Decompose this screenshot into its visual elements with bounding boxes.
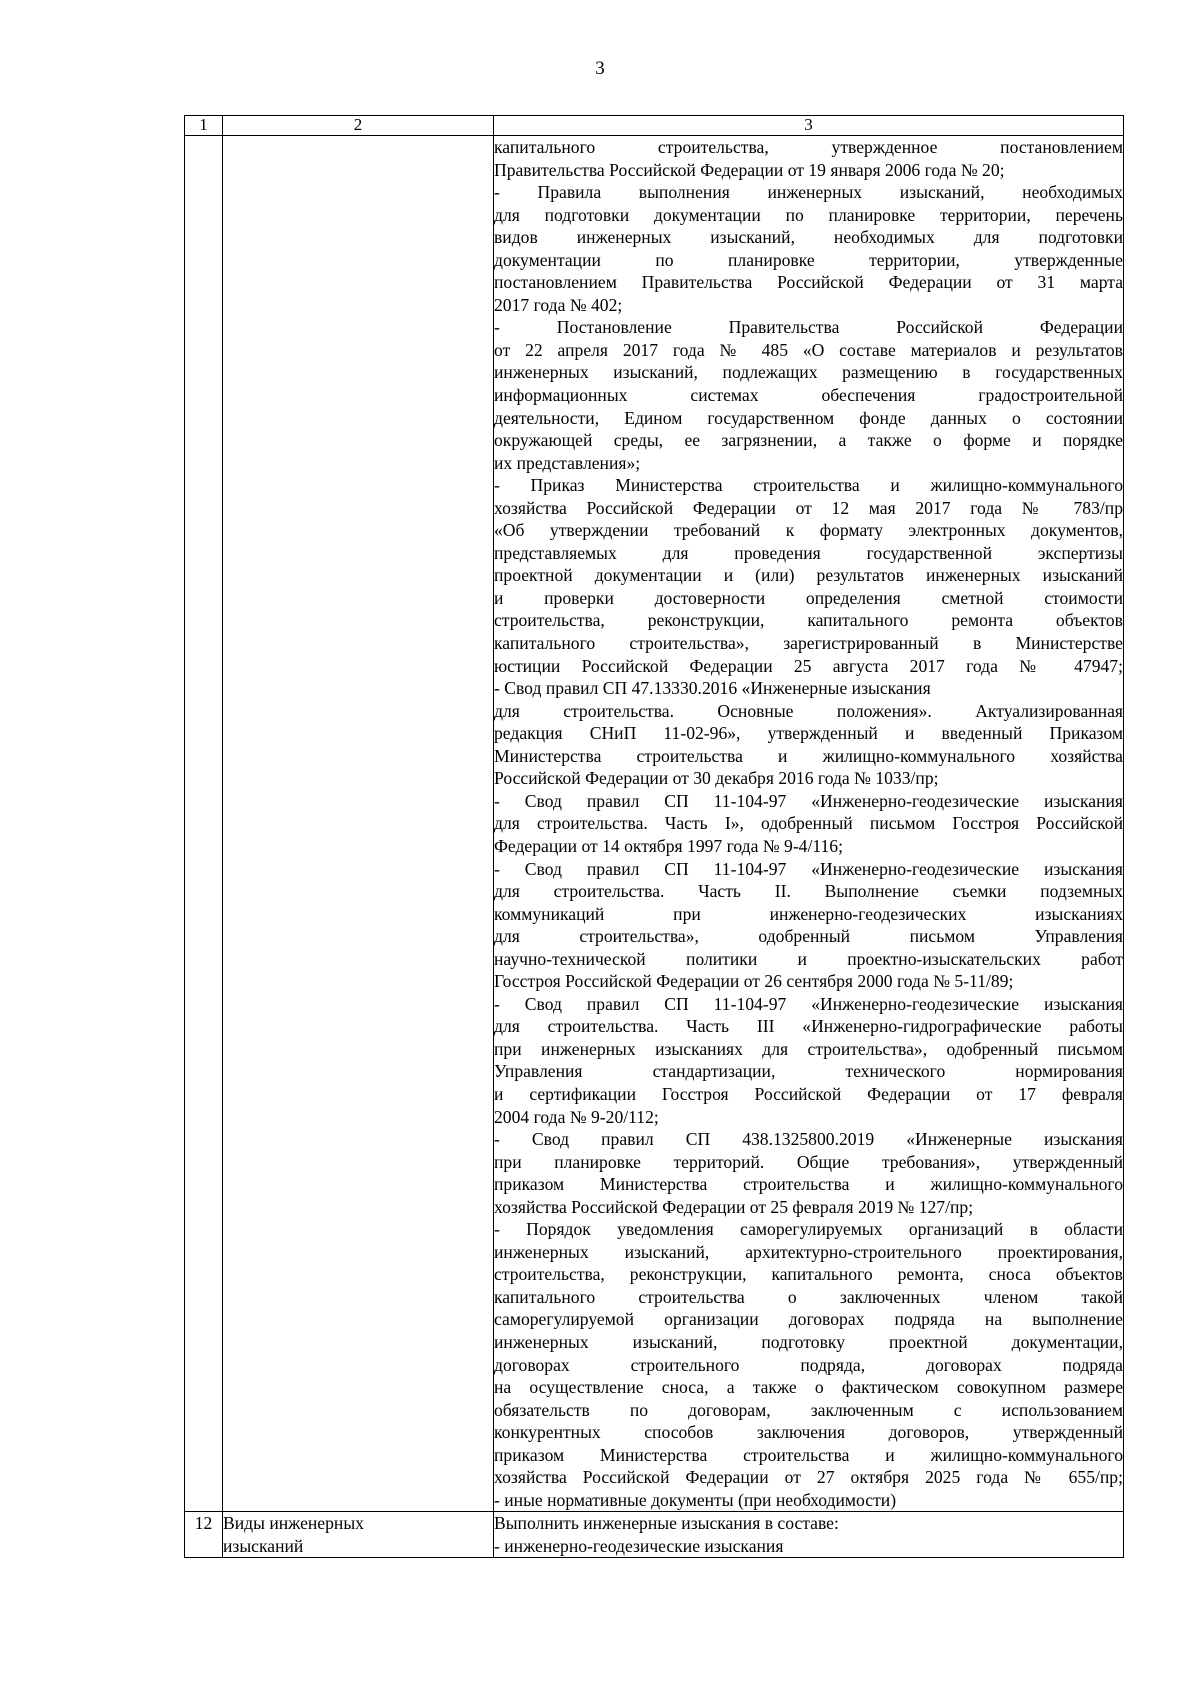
text-line: информационных системах обеспечения градостроительной	[494, 385, 1123, 406]
table-header-row	[185, 116, 1124, 136]
text-line: их представления»;	[494, 452, 641, 473]
text-line: договорах строительного подряда, договорах подряда	[494, 1354, 1123, 1375]
text-line: - Порядок уведомления саморегулируемых организаций в области	[494, 1219, 1123, 1240]
row-number-cell	[185, 136, 223, 1512]
text-line: для строительства. Часть I», одобренный письмом Госстроя Российской	[494, 813, 1123, 834]
text-line: проектной документации и (или) результатов инженерных изысканий	[494, 565, 1123, 586]
text-line: - Свод правил СП 11-104-97 «Инженерно-геодезические изыскания	[494, 993, 1123, 1014]
text-line: видов инженерных изысканий, необходимых для подготовки	[494, 227, 1123, 248]
table-row-continuation	[185, 136, 1124, 1512]
text-line: Министерства строительства и жилищно-коммунального хозяйства	[494, 745, 1123, 766]
text-line: представляемых для проведения государственной экспертизы	[494, 542, 1123, 563]
label-line: Виды инженерных	[223, 1513, 364, 1534]
text-line: Управления стандартизации, технического нормирования	[494, 1061, 1123, 1082]
text-line: приказом Министерства строительства и жилищно-коммунального	[494, 1174, 1123, 1195]
text-line: при инженерных изысканиях для строительства», одобренный письмом	[494, 1038, 1123, 1059]
text-line: для строительства. Часть III «Инженерно-гидрографические работы	[494, 1016, 1123, 1037]
text-line: - Свод правил СП 47.13330.2016 «Инженерные изыскания	[494, 678, 931, 699]
text-line: приказом Министерства строительства и жилищно-коммунального	[494, 1444, 1123, 1465]
text-line: - Приказ Министерства строительства и жилищно-коммунального	[494, 475, 1123, 496]
text-line: юстиции Российской Федерации 25 августа 2017 года № 47947;	[494, 655, 1123, 676]
text-line: и сертификации Госстроя Российской Федерации от 17 февраля	[494, 1083, 1123, 1104]
text-line: коммуникаций при инженерно-геодезических изысканиях	[494, 903, 1123, 924]
survey-types-cell	[494, 1512, 1124, 1558]
text-line: - Свод правил СП 11-104-97 «Инженерно-геодезические изыскания	[494, 858, 1123, 879]
row-label-cell	[223, 136, 494, 1512]
text-line: строительства, реконструкции, капитального ремонта, сноса объектов	[494, 1264, 1123, 1285]
header-cell-2: 2	[223, 116, 494, 136]
text-line: 2004 года № 9-20/112;	[494, 1106, 659, 1127]
text-line: капитального строительства», зарегистрированный в Министерстве	[494, 633, 1123, 654]
text-line: - иные нормативные документы (при необходимости)	[494, 1489, 897, 1510]
header-cell-1: 1	[185, 116, 223, 136]
label-line: изысканий	[223, 1535, 304, 1556]
text-line: деятельности, Едином государственном фонде данных о состоянии	[494, 407, 1123, 428]
page-number: 3	[595, 58, 605, 79]
text-line: строительства, реконструкции, капитального ремонта объектов	[494, 610, 1123, 631]
text-line: для строительства», одобренный письмом Управления	[494, 926, 1123, 947]
text-line: - Постановление Правительства Российской Федерации	[494, 317, 1123, 338]
text-line: для подготовки документации по планировке территории, перечень	[494, 204, 1123, 225]
text-line: капитального строительства о заключенных членом такой	[494, 1286, 1123, 1307]
text-line: «Об утверждении требований к формату электронных документов,	[494, 520, 1123, 541]
text-line: капитального строительства, утвержденное постановлением	[494, 137, 1123, 157]
text-line: 2017 года № 402;	[494, 294, 623, 315]
normative-documents-cell	[494, 136, 1124, 1512]
row-number-cell: 12	[185, 1512, 223, 1558]
text-line: - Правила выполнения инженерных изысканий, необходимых	[494, 182, 1123, 203]
text-line: хозяйства Российской Федерации от 27 октября 2025 года № 655/пр;	[494, 1467, 1123, 1488]
text-line: хозяйства Российской Федерации от 25 февраля 2019 № 127/пр;	[494, 1196, 974, 1217]
text-line: Выполнить инженерные изыскания в составе:	[494, 1513, 839, 1534]
text-line: - инженерно-геодезические изыскания	[494, 1535, 784, 1556]
text-line: документации по планировке территории, утвержденные	[494, 249, 1123, 270]
text-line: обязательств по договорам, заключенным с использованием	[494, 1399, 1123, 1420]
text-line: инженерных изысканий, подготовку проектной документации,	[494, 1331, 1123, 1352]
text-line: от 22 апреля 2017 года № 485 «О составе материалов и результатов	[494, 339, 1123, 360]
text-line: Госстроя Российской Федерации от 26 сентября 2000 года № 5-11/89;	[494, 971, 1014, 992]
text-line: редакция СНиП 11-02-96», утвержденный и введенный Приказом	[494, 723, 1123, 744]
text-line: хозяйства Российской Федерации от 12 мая 2017 года № 783/пр	[494, 497, 1123, 518]
text-line: научно-технической политики и проектно-изыскательских работ	[494, 948, 1123, 969]
text-line: - Свод правил СП 438.1325800.2019 «Инженерные изыскания	[494, 1129, 1123, 1150]
text-line: и проверки достоверности определения сметной стоимости	[494, 587, 1123, 608]
text-line: инженерных изысканий, подлежащих размещению в государственных	[494, 362, 1123, 383]
text-line: саморегулируемой организации договорах подряда на выполнение	[494, 1309, 1123, 1330]
requirements-table	[184, 115, 1124, 1558]
table-row-12	[185, 1512, 1124, 1558]
text-line: конкурентных способов заключения договоров, утвержденный	[494, 1422, 1123, 1443]
text-line: - Свод правил СП 11-104-97 «Инженерно-геодезические изыскания	[494, 790, 1123, 811]
text-line: Федерации от 14 октября 1997 года № 9-4/116;	[494, 835, 843, 856]
text-line: для строительства. Основные положения». Актуализированная	[494, 700, 1123, 721]
text-line: Правительства Российской Федерации от 19 января 2006 года № 20;	[494, 159, 1005, 180]
text-line: на осуществление сноса, а также о фактическом совокупном размере	[494, 1377, 1123, 1398]
text-line: Российской Федерации от 30 декабря 2016 года № 1033/пр;	[494, 768, 939, 789]
text-line: окружающей среды, ее загрязнении, а также о форме и порядке	[494, 430, 1123, 451]
text-line: инженерных изысканий, архитектурно-строительного проектирования,	[494, 1241, 1123, 1262]
text-line: для строительства. Часть II. Выполнение съемки подземных	[494, 881, 1123, 902]
header-cell-3: 3	[494, 116, 1124, 136]
text-line: при планировке территорий. Общие требования», утвержденный	[494, 1151, 1123, 1172]
row-label-cell	[223, 1512, 494, 1558]
text-line: постановлением Правительства Российской Федерации от 31 марта	[494, 272, 1123, 293]
